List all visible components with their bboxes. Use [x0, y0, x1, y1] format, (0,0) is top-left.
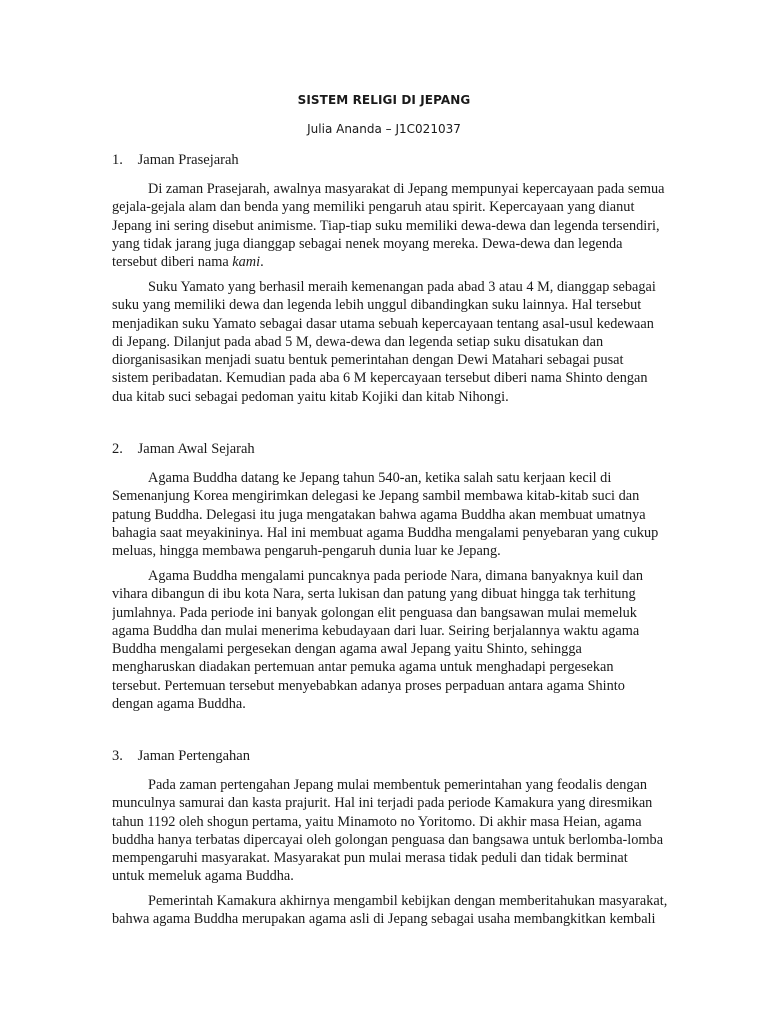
- text-line: vihara dibangun di ibu kota Nara, serta lukisan dan patung yang dibuat hingga tak terhitung: [112, 586, 636, 603]
- document-title: SISTEM RELIGI DI JEPANG: [297, 93, 471, 107]
- text-line: sistem peribadatan. Kemudian pada aba 6 M kepercayaan tersebut diberi nama Shinto dengan: [112, 370, 648, 387]
- text-line: jumlahnya. Pada periode ini banyak golongan elit penguasa dan bangsawan mulai memeluk: [112, 604, 637, 621]
- section-heading-1: [112, 152, 239, 169]
- text-line: Pemerintah Kamakura akhirnya mengambil kebijkan dengan memberitahukan masyarakat,: [148, 893, 668, 909]
- text-line: Jepang ini sering disebut animisme. Tiap-tiap suku memiliki dewa-dewa dan legenda tersendiri,: [112, 217, 660, 234]
- text-line: agama Buddha dan mulai menerima kebudayaan dari luar. Seiring berjalannya waktu agama: [112, 622, 640, 639]
- text-line: dua kitab suci sebagai pedoman yaitu kitab Kojiki dan kitab Nihongi.: [112, 388, 509, 405]
- section-heading-3: [112, 748, 250, 765]
- section-number: 2.: [112, 441, 123, 457]
- text-line: Di zaman Prasejarah, awalnya masyarakat di Jepang mempunyai kepercayaan pada semua: [148, 181, 665, 197]
- text-line: bahwa agama Buddha merupakan agama asli di Jepang sebagai usaha membangkitkan kembali: [112, 911, 656, 928]
- text-line: tahun 1192 oleh shogun pertama, yaitu Minamoto no Yoritomo. Di akhir masa Heian, agama: [112, 813, 642, 830]
- section-heading-2: [112, 441, 255, 458]
- text-line: mempengaruhi masyarakat. Masyarakat pun mulai merasa tidak peduli dan tidak berminat: [112, 850, 628, 867]
- text-line: yang tidak jarang juga dianggap sebagai nenek moyang mereka. Dewa-dewa dan legenda: [112, 235, 623, 252]
- text-fragment: tersebut diberi nama: [112, 254, 233, 271]
- paragraph: [112, 567, 672, 713]
- text-line: untuk memeluk agama Buddha.: [112, 868, 294, 885]
- section-title: Jaman Prasejarah: [137, 152, 239, 168]
- paragraph: [112, 278, 672, 406]
- text-line: Semenanjung Korea mengirimkan delegasi ke Jepang sambil membawa kitab-kitab suci dan: [112, 488, 640, 505]
- text-line: patung Buddha. Delegasi itu juga mengatakan bahwa agama Buddha akan membuat umatnya: [112, 506, 646, 523]
- italic-term: kami: [232, 254, 261, 271]
- text-line: suku yang memiliki dewa dan legenda lebih unggul dibandingkan suku lainnya. Hal tersebut: [112, 297, 642, 314]
- text-line: Pada zaman pertengahan Jepang mulai membentuk pemerintahan yang feodalis dengan: [148, 777, 648, 793]
- section-title: Jaman Awal Sejarah: [137, 441, 255, 457]
- author-line: Julia Ananda – J1C021037: [307, 122, 461, 136]
- section-number: 1.: [112, 152, 123, 168]
- text-line: diorganisasikan menjadi suatu bentuk pemerintahan dengan Dewi Matahari sebagai pusat: [112, 352, 624, 369]
- paragraph: [112, 469, 672, 560]
- text-line: mengharuskan diadakan pertemuan antar pemuka agama untuk menghadapi pergesekan: [112, 659, 614, 676]
- text-line: Agama Buddha mengalami puncaknya pada periode Nara, dimana banyaknya kuil dan: [148, 568, 644, 584]
- text-line: Suku Yamato yang berhasil meraih kemenangan pada abad 3 atau 4 M, dianggap sebagai: [148, 279, 656, 295]
- paragraph: [112, 892, 672, 929]
- text-line: Buddha mengalami pergesekan dengan agama awal Jepang yaitu Shinto, sehingga: [112, 641, 582, 658]
- text-line: menjadikan suku Yamato sebagai dasar utama sebuah kepercayaan tentang asal-usul kedewaan: [112, 315, 654, 332]
- text-line: dengan agama Buddha.: [112, 696, 246, 713]
- text-line: tersebut. Pertemuan tersebut menyebabkan adanya proses perpaduan antara agama Shinto: [112, 677, 625, 694]
- text-line: bahagia saat meyakininya. Hal ini membuat agama Buddha mengalami penyebaran yang cukup: [112, 524, 659, 541]
- paragraph: [112, 180, 672, 271]
- paragraph: [112, 776, 672, 886]
- text-line: buddha hanya terbatas dipercayai oleh golongan penguasa dan bangsawa untuk berlomba-lomba: [112, 831, 664, 848]
- text-line: munculnya samurai dan kasta prajurit. Hal ini terjadi pada periode Kamakura yang diresmikan: [112, 795, 653, 812]
- section-title: Jaman Pertengahan: [137, 748, 250, 764]
- text-line: meluas, hingga membawa pengaruh-pengaruh dunia luar ke Jepang.: [112, 543, 501, 560]
- text-line-with-italic: [112, 253, 672, 271]
- text-fragment: .: [260, 254, 264, 271]
- text-line: gejala-gejala alam dan benda yang memiliki pengaruh atau spirit. Kepercayaan yang dianut: [112, 199, 635, 216]
- text-line: di Jepang. Dilanjut pada abad 5 M, dewa-dewa dan legenda setiap suku disatukan dan: [112, 333, 604, 350]
- text-line: Agama Buddha datang ke Jepang tahun 540-an, ketika salah satu kerjaan kecil di: [148, 470, 612, 486]
- section-number: 3.: [112, 748, 123, 764]
